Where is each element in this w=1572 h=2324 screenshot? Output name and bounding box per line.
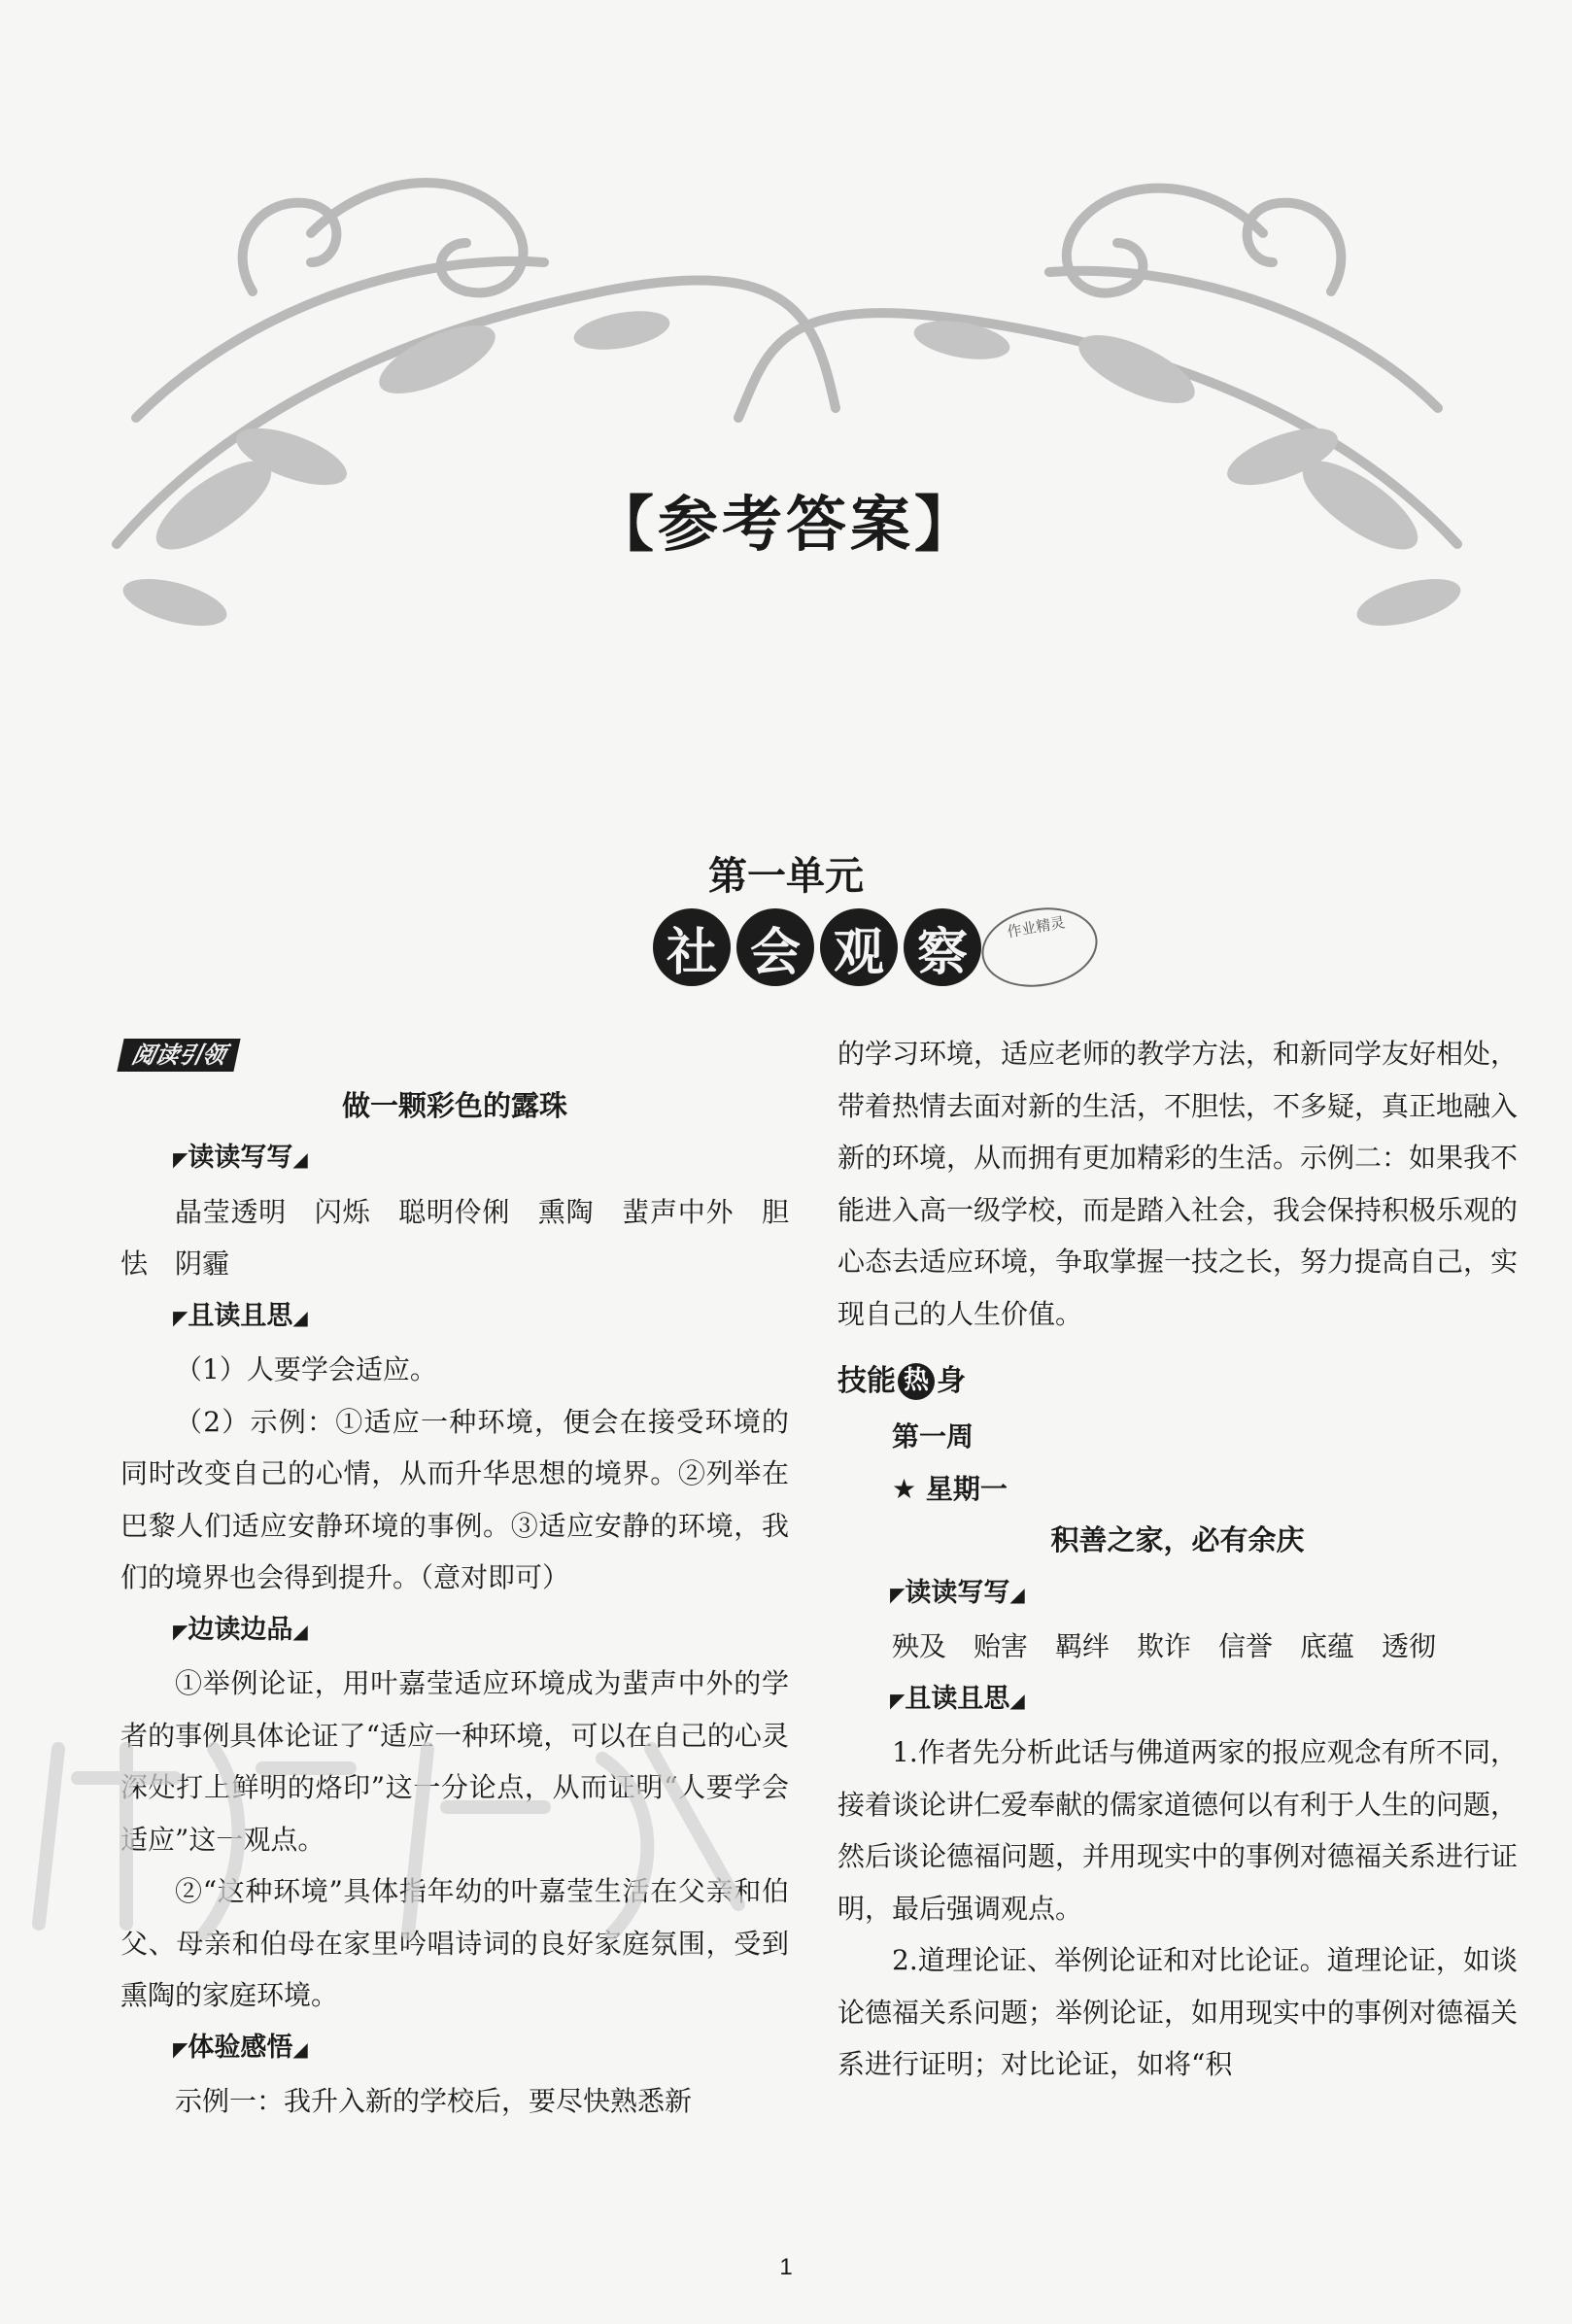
section-tag-reading: 阅读引领 bbox=[117, 1039, 240, 1072]
subheading: ◤且读且思◢ bbox=[173, 1300, 308, 1331]
subheading: ◤边读边品◢ bbox=[173, 1614, 308, 1645]
subheading: ◤读读写写◢ bbox=[890, 1577, 1025, 1608]
article-title: 积善之家，必有余庆 bbox=[1050, 1523, 1305, 1556]
day-label: ★ 星期一 bbox=[892, 1472, 1008, 1505]
triangle-left-icon: ◤ bbox=[173, 1147, 188, 1171]
vocab-words: 晶莹透明 闪烁 聪明伶俐 熏陶 蜚声中外 胆怯 阴霾 bbox=[120, 1195, 789, 1280]
page-number: 1 bbox=[779, 2254, 793, 2280]
triangle-right-icon: ◢ bbox=[292, 1147, 308, 1171]
unit-badge: 察 bbox=[904, 908, 981, 986]
answer-paragraph: 示例一：我升入新的学校后，要尽快熟悉新 bbox=[175, 2085, 693, 2117]
answer-paragraph: ②“这种环境”具体指年幼的叶嘉莹生活在父亲和伯父、母亲和伯母在家里吟唱诗词的良好家庭氛围，受到熏陶的家庭环境。 bbox=[120, 1875, 789, 2011]
unit-badge: 观 bbox=[820, 908, 898, 986]
answer-paragraph: （2）示例：①适应一种环境，便会在接受环境的同时改变自己的心情，从而升华思想的境界。②列举在巴黎人们适应安静环境的事例。③适应安静的环境，我们的境界也会得到提升。（意对即可） bbox=[120, 1405, 789, 1593]
section-heading-skill: 技能 热 身 bbox=[837, 1364, 966, 1398]
page-title: 【参考答案】 bbox=[593, 489, 978, 560]
triangle-left-icon: ◤ bbox=[890, 1688, 906, 1712]
subheading: ◤体验感悟◢ bbox=[173, 2032, 308, 2063]
triangle-left-icon: ◤ bbox=[890, 1582, 906, 1606]
floral-ornament bbox=[0, 0, 1572, 738]
answer-paragraph: ①举例论证，用叶嘉莹适应环境成为蜚声中外的学者的事例具体论证了“适应一种环境，可以在自己的心灵深处打上鲜明的烙印”这一分论点，从而证明“人要学会适应”这一观点。 bbox=[120, 1667, 789, 1856]
vocab-words: 殃及 贻害 羁绊 欺诈 信誉 底蕴 透彻 bbox=[892, 1630, 1437, 1662]
subheading: ◤且读且思◢ bbox=[890, 1683, 1025, 1714]
right-column bbox=[837, 1028, 1518, 2091]
triangle-left-icon: ◤ bbox=[173, 1305, 188, 1329]
triangle-right-icon: ◢ bbox=[292, 1305, 308, 1329]
answer-paragraph: 1.作者先分析此话与佛道两家的报应观念有所不同，接着谈论讲仁爱奉献的儒家道德何以有利于人生的问题，然后谈论德福问题，并用现实中的事例对德福关系进行证明，最后强调观点。 bbox=[837, 1736, 1519, 1925]
week-label: 第一周 bbox=[892, 1420, 974, 1452]
triangle-right-icon: ◢ bbox=[1009, 1688, 1025, 1712]
left-column bbox=[120, 1028, 789, 2128]
answer-paragraph: （1）人要学会适应。 bbox=[175, 1353, 437, 1385]
unit-title: 第一单元 bbox=[708, 853, 864, 899]
skill-hot-badge: 热 bbox=[898, 1363, 935, 1400]
unit-badge: 社 bbox=[653, 908, 731, 986]
seal-stamp: 作业精灵 bbox=[975, 899, 1104, 996]
subheading: ◤读读写写◢ bbox=[173, 1143, 308, 1173]
triangle-right-icon: ◢ bbox=[292, 1619, 308, 1643]
triangle-left-icon: ◤ bbox=[173, 2036, 188, 2061]
unit-badges bbox=[653, 904, 981, 991]
unit-badge: 会 bbox=[736, 908, 814, 986]
answer-paragraph: 的学习环境，适应老师的教学方法，和新同学友好相处，带着热情去面对新的生活，不胆怯，不多疑，真正地融入新的环境，从而拥有更加精彩的生活。示例二：如果我不能进入高一级学校，而是踏入社会，我会保持积极乐观的心态去适应环境，争取掌握一技之长，努力提高自己，实现自己的人生价值。 bbox=[837, 1038, 1519, 1330]
triangle-right-icon: ◢ bbox=[292, 2036, 308, 2061]
star-icon: ★ bbox=[892, 1472, 917, 1505]
answer-paragraph: 2.道理论证、举例论证和对比论证。道理论证，如谈论德福关系问题；举例论证，如用现实中的事例对德福关系进行证明；对比论证，如将“积 bbox=[837, 1944, 1519, 2080]
article-title: 做一颗彩色的露珠 bbox=[341, 1088, 567, 1122]
triangle-right-icon: ◢ bbox=[1009, 1582, 1025, 1606]
triangle-left-icon: ◤ bbox=[173, 1619, 188, 1643]
